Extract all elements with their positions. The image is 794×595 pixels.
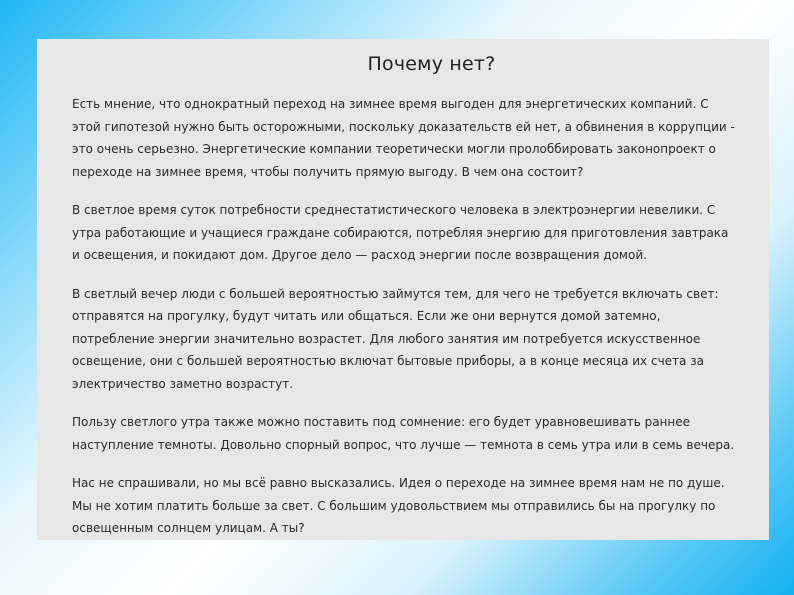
paragraph-1: Есть мнение, что однократный переход на зимнее время выгоден для энергетических компаний. С этой гипотезой нужно быть осторожными, поскольку доказательств ей нет, а обвинения в коррупции - это очень серьезно. Энергетические компании теоретически могли пролоббировать законопроект о переходе на зимнее время, чтобы получить прямую выгоду. В чем она состоит? bbox=[72, 97, 735, 179]
paragraph-2: В светлое время суток потребности среднестатистического человека в электроэнергии невелики. С утра работающие и учащиеся граждане собираются, потребляя энергию для приготовления завтрака и освещения, и покидают дом. Другое дело — расход энергии после возвращения домой. bbox=[72, 203, 729, 262]
paragraph-5: Нас не спрашивали, но мы всё равно высказались. Идея о переходе на зимнее время нам не по душе. Мы не хотим платить больше за свет. С большим удовольствием мы отправились бы на прогулку по освещенным солнцем улицам. А ты? bbox=[72, 476, 725, 535]
slide-title: Почему нет? bbox=[367, 53, 496, 75]
slide-card bbox=[37, 39, 769, 540]
paragraph-4: Пользу светлого утра также можно поставить под сомнение: его будет уравновешивать раннее наступление темноты. Довольно спорный вопрос, что лучше — темнота в семь утра или в семь вечера. bbox=[72, 415, 735, 452]
paragraph-3: В светлый вечер люди с большей вероятностью займутся тем, для чего не требуется включать свет: отправятся на прогулку, будут читать или общаться. Если же они вернутся домой затемно, потребление энергии значительно возрастет. Для любого занятия им потребуется искусственное освещение, они с большей вероятностью включат бытовые приборы, а в конце месяца их счета за электричество заметно возрастут. bbox=[72, 286, 719, 391]
